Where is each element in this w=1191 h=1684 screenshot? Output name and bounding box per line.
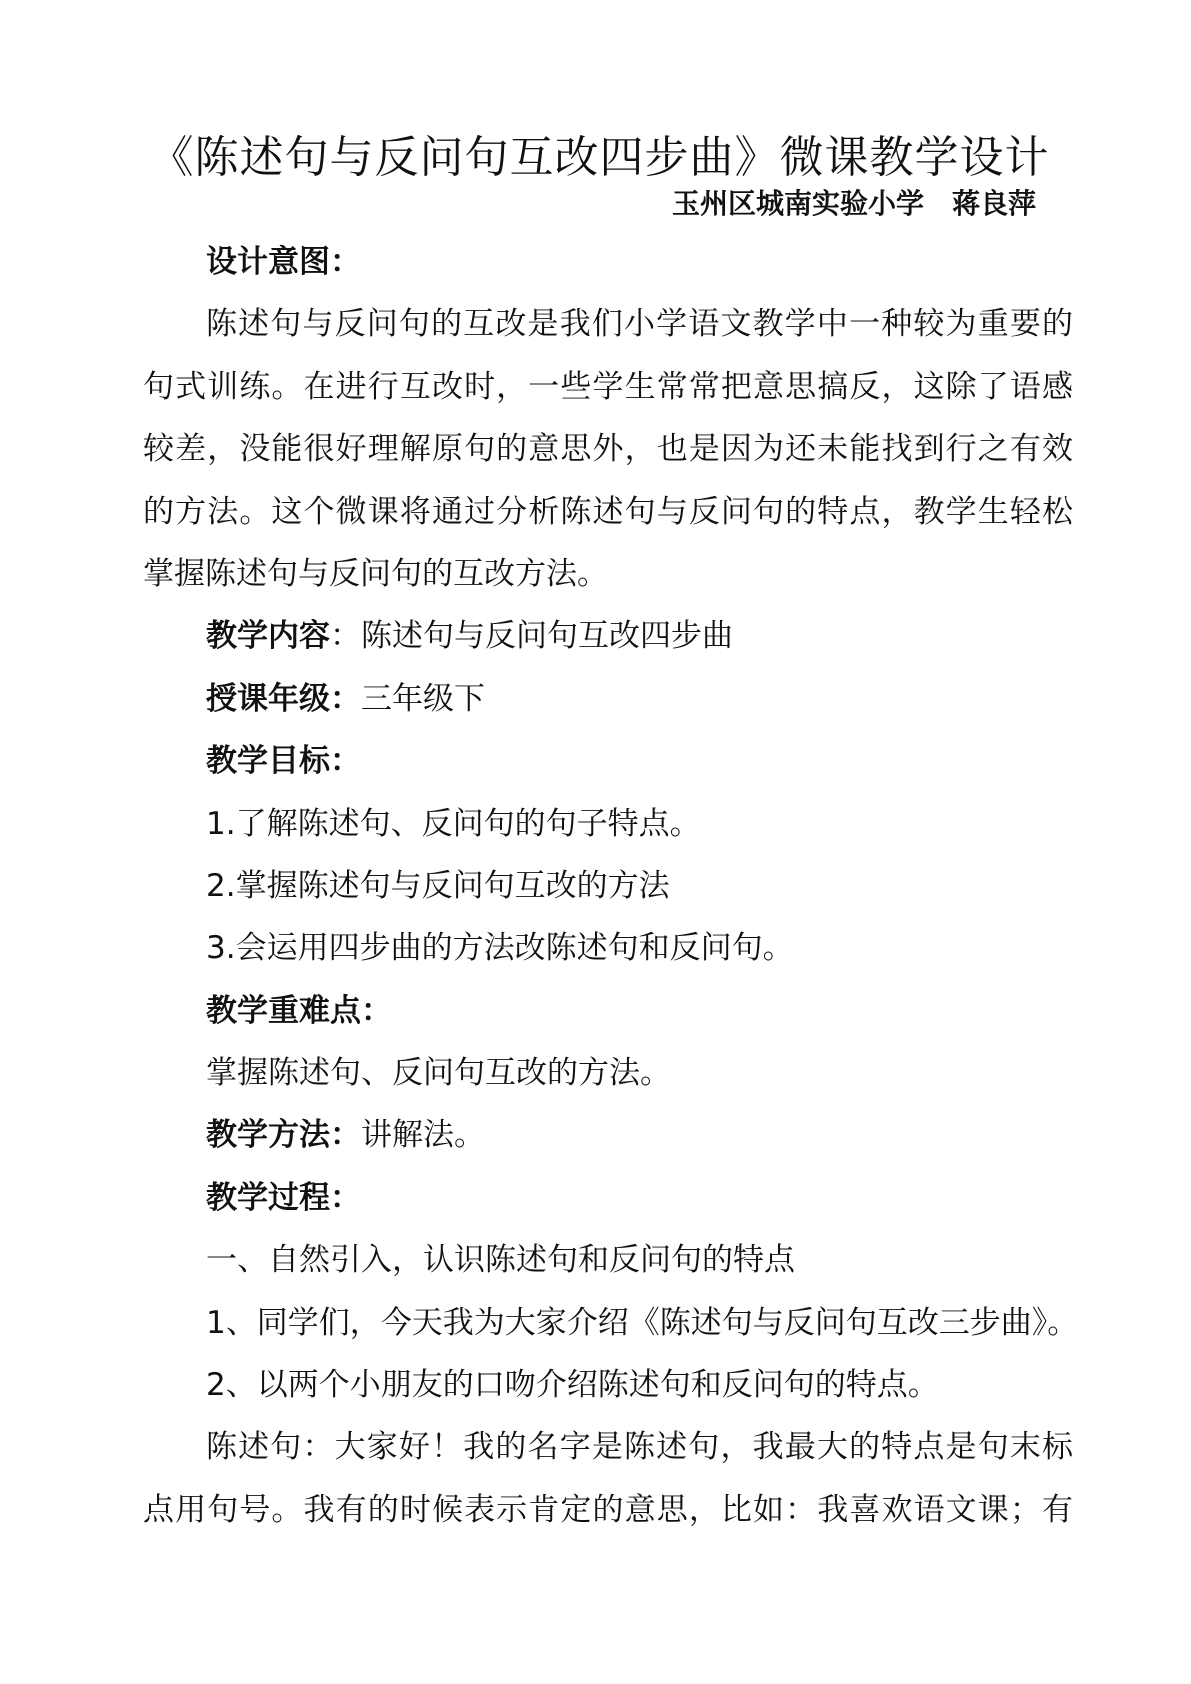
- key-points-text: 掌握陈述句、反问句互改的方法。: [206, 1055, 671, 1092]
- objective-item: 1.了解陈述句、反问句的句子特点。: [206, 805, 701, 842]
- process-step: 1、同学们，今天我为大家介绍《陈述句与反问句互改三步曲》。: [206, 1304, 1079, 1341]
- teaching-content: [143, 605, 1073, 667]
- document-title: 《陈述句与反问句互改四步曲》微课教学设计: [149, 132, 1050, 183]
- teaching-content-value: ：陈述句与反问句互改四步曲: [330, 618, 733, 655]
- design-intent-line: 掌握陈述句与反问句的互改方法。: [143, 555, 608, 592]
- statement-intro-line: 陈述句：大家好！我的名字是陈述句，我最大的特点是句末标: [206, 1429, 1073, 1466]
- design-intent-line: 陈述句与反问句的互改是我们小学语文教学中一种较为重要的: [206, 306, 1073, 343]
- teaching-content-label: 教学内容: [206, 618, 330, 655]
- process-section-title: 一、自然引入，认识陈述句和反问句的特点: [206, 1242, 795, 1279]
- objectives-heading: 教学目标：: [206, 743, 361, 780]
- design-intent-line: 句式训练。在进行互改时，一些学生常常把意思搞反，这除了语感: [143, 368, 1073, 405]
- key-points-heading: 教学重难点：: [206, 992, 392, 1029]
- objective-item: 2.掌握陈述句与反问句互改的方法: [206, 867, 670, 904]
- process-step: 2、以两个小朋友的口吻介绍陈述句和反问句的特点。: [206, 1367, 939, 1404]
- objective-item: 3.会运用四步曲的方法改陈述句和反问句。: [206, 930, 794, 967]
- teaching-method-value: 讲解法。: [361, 1117, 485, 1154]
- design-intent-line: 较差，没能很好理解原句的意思外，也是因为还未能找到行之有效: [143, 431, 1073, 468]
- process-heading: 教学过程：: [206, 1179, 361, 1216]
- grade-value: 三年级下: [361, 680, 485, 717]
- design-intent-line: 的方法。这个微课将通过分析陈述句与反问句的特点，教学生轻松: [143, 493, 1073, 530]
- teaching-method-label: 教学方法：: [206, 1117, 361, 1154]
- design-intent-heading: 设计意图：: [206, 244, 361, 280]
- grade-label: 授课年级：: [206, 680, 361, 717]
- author-line: 玉州区城南实验小学 蒋良萍: [671, 187, 1036, 220]
- document-body: [143, 231, 1079, 1541]
- statement-intro-line: 点用句号。我有的时候表示肯定的意思，比如：我喜欢语文课；有: [143, 1491, 1073, 1528]
- teaching-method: [143, 1104, 1073, 1166]
- grade-level: [143, 668, 1073, 730]
